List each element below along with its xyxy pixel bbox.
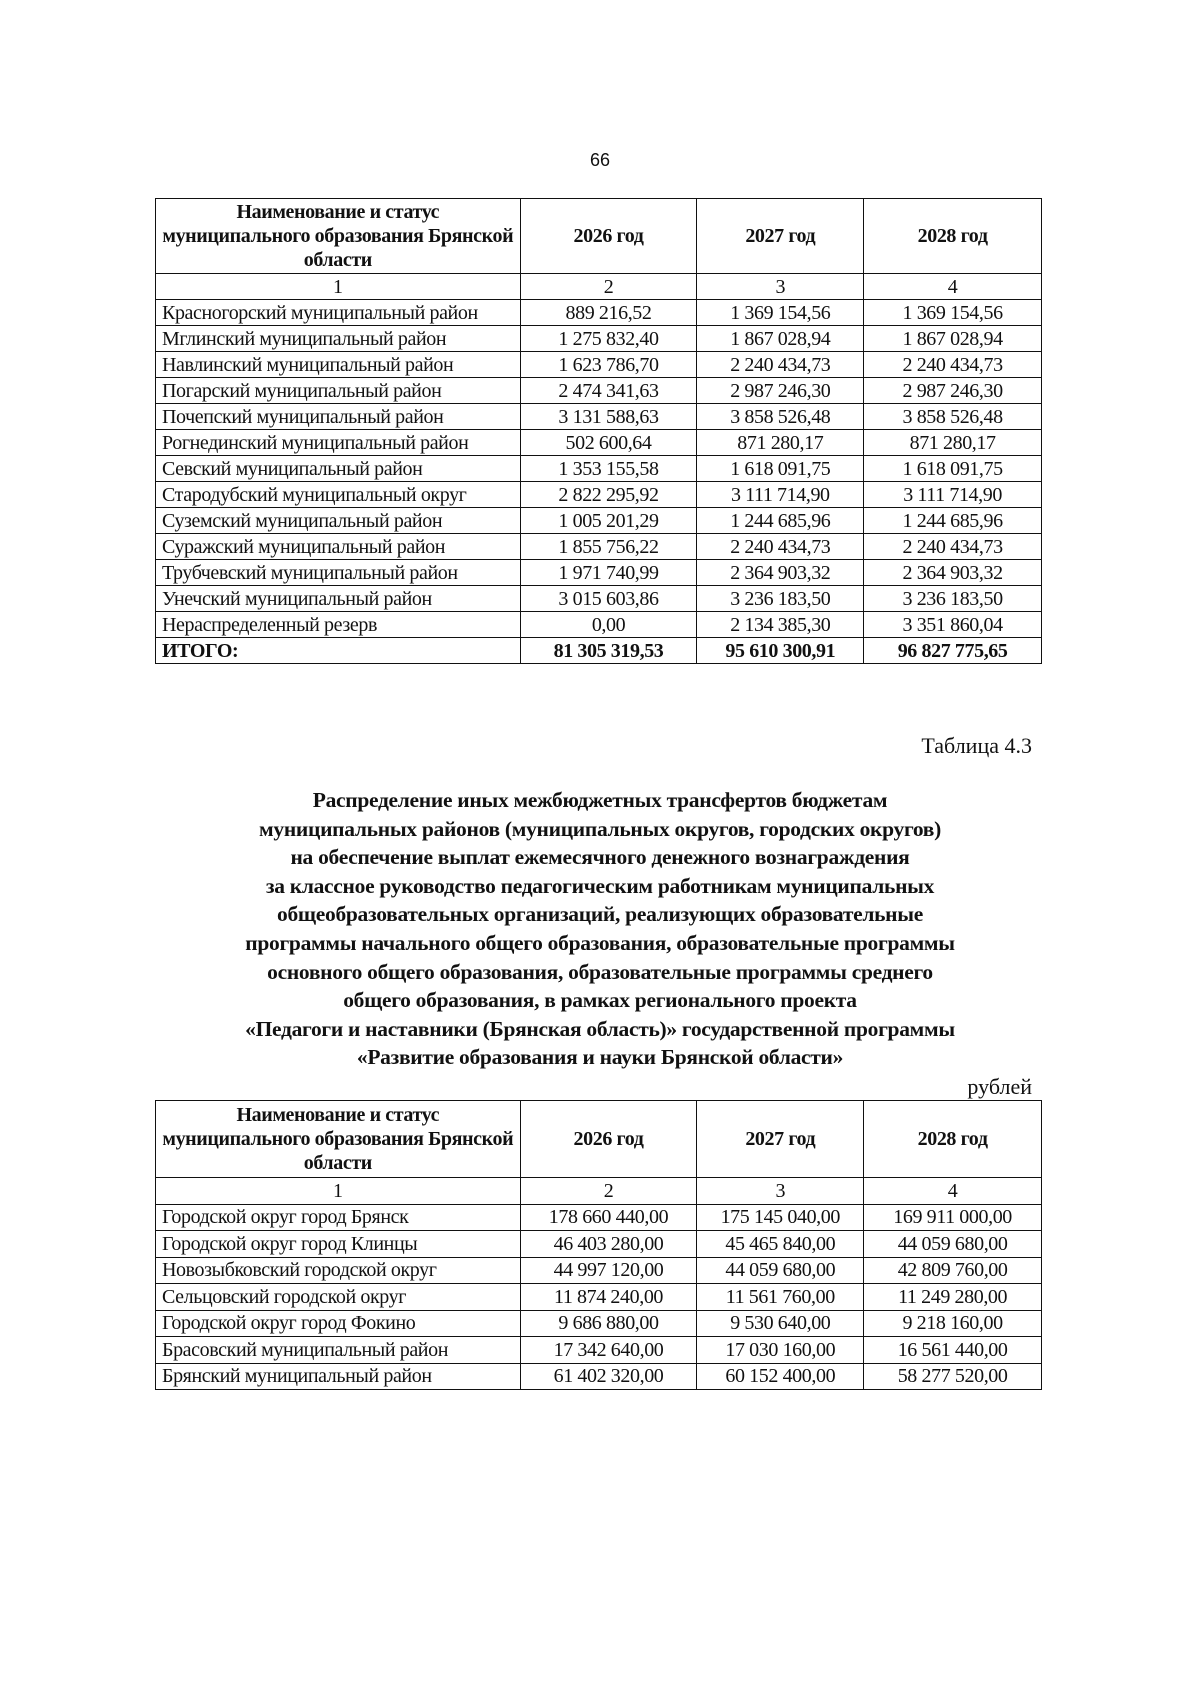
amount-cell: 46 403 280,00 bbox=[520, 1231, 697, 1258]
municipality-name: Суземский муниципальный район bbox=[156, 508, 521, 534]
amount-cell: 3 131 588,63 bbox=[520, 404, 697, 430]
table-row bbox=[156, 534, 1042, 560]
amount-cell: 1 971 740,99 bbox=[520, 560, 697, 586]
amount-cell: 871 280,17 bbox=[697, 430, 864, 456]
municipality-name: Мглинский муниципальный район bbox=[156, 326, 521, 352]
title-line: «Педагоги и наставники (Брянская область)» государственной программы bbox=[245, 1016, 955, 1041]
amount-cell: 178 660 440,00 bbox=[520, 1204, 697, 1231]
amount-cell: 11 561 760,00 bbox=[697, 1284, 864, 1311]
header-name: Наименование и статус муниципального образования Брянской области bbox=[156, 1101, 521, 1178]
amount-cell: 1 623 786,70 bbox=[520, 352, 697, 378]
amount-cell: 44 059 680,00 bbox=[864, 1231, 1042, 1258]
amount-cell: 1 867 028,94 bbox=[697, 326, 864, 352]
total-row bbox=[156, 638, 1042, 664]
municipality-name: Почепский муниципальный район bbox=[156, 404, 521, 430]
budget-table-continued bbox=[155, 198, 1042, 664]
municipality-name: Брянский муниципальный район bbox=[156, 1363, 521, 1390]
table-row bbox=[156, 326, 1042, 352]
amount-cell: 2 240 434,73 bbox=[697, 352, 864, 378]
amount-cell: 17 030 160,00 bbox=[697, 1337, 864, 1364]
amount-cell: 60 152 400,00 bbox=[697, 1363, 864, 1390]
amount-cell: 0,00 bbox=[520, 612, 697, 638]
amount-cell: 1 369 154,56 bbox=[864, 300, 1042, 326]
column-number-row bbox=[156, 1178, 1042, 1205]
table-caption: Таблица 4.3 bbox=[921, 733, 1032, 758]
amount-cell: 61 402 320,00 bbox=[520, 1363, 697, 1390]
amount-cell: 2 364 903,32 bbox=[697, 560, 864, 586]
amount-cell: 3 236 183,50 bbox=[697, 586, 864, 612]
table-row bbox=[156, 1363, 1042, 1390]
municipality-name: Унечский муниципальный район bbox=[156, 586, 521, 612]
units-label: рублей bbox=[967, 1074, 1032, 1099]
amount-cell: 2 987 246,30 bbox=[697, 378, 864, 404]
amount-cell: 2 474 341,63 bbox=[520, 378, 697, 404]
amount-cell: 11 249 280,00 bbox=[864, 1284, 1042, 1311]
municipality-name: Суражский муниципальный район bbox=[156, 534, 521, 560]
col-number: 1 bbox=[156, 1178, 521, 1205]
header-name: Наименование и статус муниципального образования Брянской области bbox=[156, 199, 521, 274]
amount-cell: 11 874 240,00 bbox=[520, 1284, 697, 1311]
amount-cell: 3 015 603,86 bbox=[520, 586, 697, 612]
table-row bbox=[156, 1310, 1042, 1337]
col-number: 3 bbox=[697, 274, 864, 300]
amount-cell: 1 244 685,96 bbox=[864, 508, 1042, 534]
amount-cell: 175 145 040,00 bbox=[697, 1204, 864, 1231]
amount-cell: 2 240 434,73 bbox=[864, 534, 1042, 560]
amount-cell: 42 809 760,00 bbox=[864, 1257, 1042, 1284]
municipality-name: Брасовский муниципальный район bbox=[156, 1337, 521, 1364]
amount-cell: 9 218 160,00 bbox=[864, 1310, 1042, 1337]
amount-cell: 9 530 640,00 bbox=[697, 1310, 864, 1337]
table-row bbox=[156, 352, 1042, 378]
total-2027: 95 610 300,91 bbox=[697, 638, 864, 664]
title-line: общего образования, в рамках регионального проекта bbox=[343, 988, 857, 1013]
header-2028: 2028 год bbox=[864, 199, 1042, 274]
title-line: за классное руководство педагогическим работникам муниципальных bbox=[265, 873, 935, 898]
municipality-name: Сельцовский городской округ bbox=[156, 1284, 521, 1311]
table-row bbox=[156, 612, 1042, 638]
table-row bbox=[156, 560, 1042, 586]
transfers-table bbox=[155, 1100, 1042, 1390]
col-number: 3 bbox=[697, 1178, 864, 1205]
municipality-name: Трубчевский муниципальный район bbox=[156, 560, 521, 586]
title-line: общеобразовательных организаций, реализующих образовательные bbox=[277, 902, 923, 927]
amount-cell: 1 369 154,56 bbox=[697, 300, 864, 326]
table-row bbox=[156, 430, 1042, 456]
header-2027: 2027 год bbox=[697, 199, 864, 274]
title-line: Распределение иных межбюджетных трансфертов бюджетам bbox=[312, 788, 888, 812]
amount-cell: 1 353 155,58 bbox=[520, 456, 697, 482]
amount-cell: 889 216,52 bbox=[520, 300, 697, 326]
table-body bbox=[156, 300, 1042, 638]
municipality-name: Стародубский муниципальный округ bbox=[156, 482, 521, 508]
municipality-name: Погарский муниципальный район bbox=[156, 378, 521, 404]
table-row bbox=[156, 1231, 1042, 1258]
col-number: 2 bbox=[520, 274, 697, 300]
table-row bbox=[156, 1284, 1042, 1311]
table-row bbox=[156, 456, 1042, 482]
page-number: 66 bbox=[589, 150, 611, 170]
amount-cell: 871 280,17 bbox=[864, 430, 1042, 456]
table-row bbox=[156, 1204, 1042, 1231]
amount-cell: 3 858 526,48 bbox=[864, 404, 1042, 430]
amount-cell: 58 277 520,00 bbox=[864, 1363, 1042, 1390]
table-header-row bbox=[156, 1101, 1042, 1178]
col-number: 2 bbox=[520, 1178, 697, 1205]
total-2028: 96 827 775,65 bbox=[864, 638, 1042, 664]
amount-cell: 9 686 880,00 bbox=[520, 1310, 697, 1337]
municipality-name: Нераспределенный резерв bbox=[156, 612, 521, 638]
title-line: «Развитие образования и науки Брянской области» bbox=[356, 1045, 844, 1070]
col-number: 4 bbox=[864, 274, 1042, 300]
amount-cell: 3 111 714,90 bbox=[697, 482, 864, 508]
municipality-name: Городской округ город Брянск bbox=[156, 1204, 521, 1231]
title-line: муниципальных районов (муниципальных округов, городских округов) bbox=[259, 816, 941, 841]
amount-cell: 3 111 714,90 bbox=[864, 482, 1042, 508]
table-header-row bbox=[156, 199, 1042, 274]
amount-cell: 1 618 091,75 bbox=[864, 456, 1042, 482]
header-2026: 2026 год bbox=[520, 1101, 697, 1178]
amount-cell: 1 618 091,75 bbox=[697, 456, 864, 482]
amount-cell: 16 561 440,00 bbox=[864, 1337, 1042, 1364]
table-row bbox=[156, 1337, 1042, 1364]
amount-cell: 2 134 385,30 bbox=[697, 612, 864, 638]
amount-cell: 44 997 120,00 bbox=[520, 1257, 697, 1284]
header-2026: 2026 год bbox=[520, 199, 697, 274]
amount-cell: 3 351 860,04 bbox=[864, 612, 1042, 638]
total-label: ИТОГО: bbox=[156, 638, 521, 664]
municipality-name: Красногорский муниципальный район bbox=[156, 300, 521, 326]
amount-cell: 2 822 295,92 bbox=[520, 482, 697, 508]
amount-cell: 1 244 685,96 bbox=[697, 508, 864, 534]
title-line: основного общего образования, образовательные программы среднего bbox=[267, 959, 933, 984]
table-row bbox=[156, 378, 1042, 404]
header-2027: 2027 год bbox=[697, 1101, 864, 1178]
table-body bbox=[156, 1204, 1042, 1390]
amount-cell: 44 059 680,00 bbox=[697, 1257, 864, 1284]
amount-cell: 1 867 028,94 bbox=[864, 326, 1042, 352]
table-row bbox=[156, 586, 1042, 612]
amount-cell: 3 858 526,48 bbox=[697, 404, 864, 430]
amount-cell: 2 987 246,30 bbox=[864, 378, 1042, 404]
header-2028: 2028 год bbox=[864, 1101, 1042, 1178]
municipality-name: Новозыбковский городской округ bbox=[156, 1257, 521, 1284]
municipality-name: Севский муниципальный район bbox=[156, 456, 521, 482]
amount-cell: 502 600,64 bbox=[520, 430, 697, 456]
table-row bbox=[156, 404, 1042, 430]
municipality-name: Городской округ город Клинцы bbox=[156, 1231, 521, 1258]
municipality-name: Городской округ город Фокино bbox=[156, 1310, 521, 1337]
amount-cell: 3 236 183,50 bbox=[864, 586, 1042, 612]
title-line: программы начального общего образования, образовательные программы bbox=[245, 930, 955, 955]
amount-cell: 2 240 434,73 bbox=[864, 352, 1042, 378]
amount-cell: 2 240 434,73 bbox=[697, 534, 864, 560]
table-title bbox=[130, 786, 1070, 1072]
amount-cell: 1 855 756,22 bbox=[520, 534, 697, 560]
amount-cell: 45 465 840,00 bbox=[697, 1231, 864, 1258]
amount-cell: 1 005 201,29 bbox=[520, 508, 697, 534]
column-number-row bbox=[156, 274, 1042, 300]
title-line: на обеспечение выплат ежемесячного денежного вознаграждения bbox=[290, 845, 910, 870]
amount-cell: 17 342 640,00 bbox=[520, 1337, 697, 1364]
table-row bbox=[156, 482, 1042, 508]
table-row bbox=[156, 300, 1042, 326]
table-row bbox=[156, 508, 1042, 534]
amount-cell: 169 911 000,00 bbox=[864, 1204, 1042, 1231]
municipality-name: Навлинский муниципальный район bbox=[156, 352, 521, 378]
table-row bbox=[156, 1257, 1042, 1284]
total-2026: 81 305 319,53 bbox=[520, 638, 697, 664]
municipality-name: Рогнединский муниципальный район bbox=[156, 430, 521, 456]
col-number: 4 bbox=[864, 1178, 1042, 1205]
col-number: 1 bbox=[156, 274, 521, 300]
amount-cell: 2 364 903,32 bbox=[864, 560, 1042, 586]
amount-cell: 1 275 832,40 bbox=[520, 326, 697, 352]
